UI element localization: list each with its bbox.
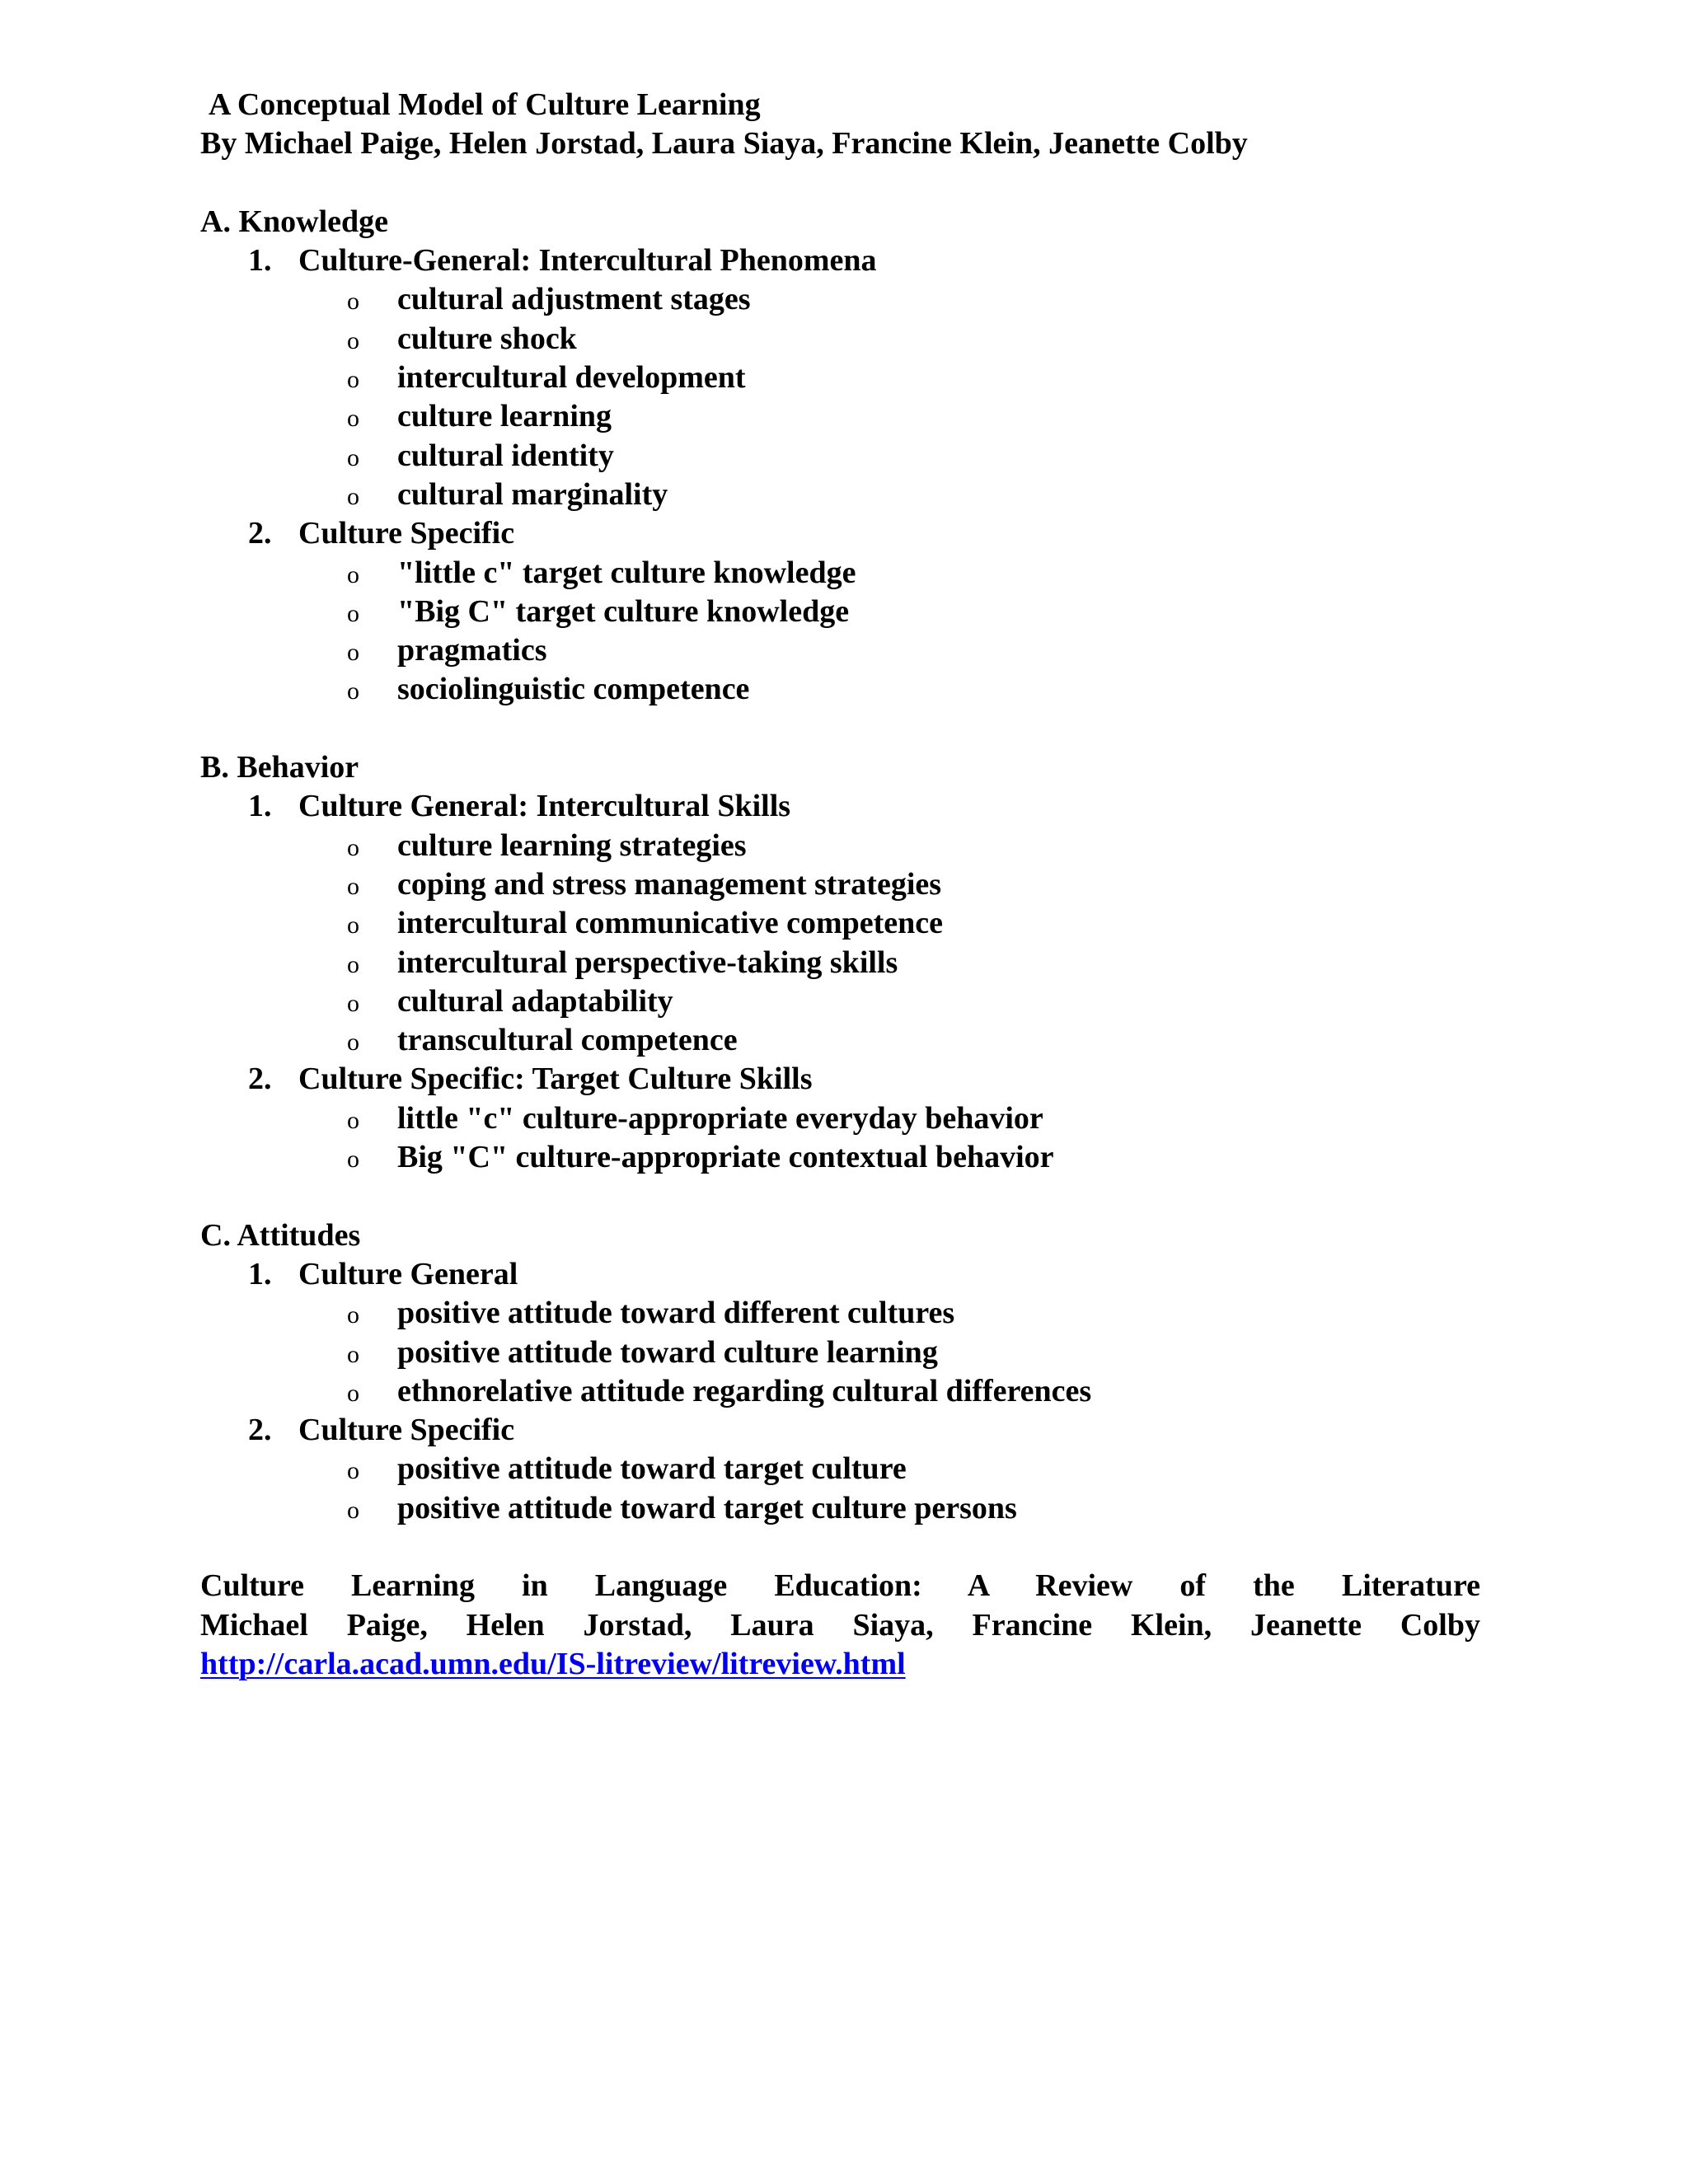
bullet-icon: o [347,288,359,316]
bullet-icon: o [347,1029,359,1057]
bullet-icon: o [347,366,359,394]
bullet-icon: o [347,677,359,705]
reference-authors: Michael Paige, Helen Jorstad, Laura Siaya, Francine Klein, Jeanette Colby [200,1607,1480,1643]
bullet-icon: o [347,950,359,978]
list-item: o positive attitude toward different cultures [200,1294,1478,1333]
list-item: o little "c" culture-appropriate everyday behavior [200,1099,1478,1138]
list-item: o cultural marginality [200,476,1478,514]
list-number: 2. [248,1413,272,1448]
bullet-icon: o [347,599,359,627]
bullet-icon: o [347,482,359,510]
list-number: 1. [248,789,272,824]
subsection-heading [200,514,1478,553]
reference-title: Culture Learning in Language Education: A Review of the Literature [200,1568,1480,1604]
bullet-icon: o [347,326,359,354]
document-authors: By Michael Paige, Helen Jorstad, Laura Siaya, Francine Klein, Jeanette Colby [200,126,1248,162]
bullet-icon: o [347,405,359,433]
list-item: o intercultural communicative competence [200,904,1478,943]
list-item: o culture learning [200,397,1478,436]
bullet-icon: o [347,1340,359,1368]
list-item: o intercultural development [200,359,1478,397]
list-number: 2. [248,516,272,551]
list-item: o culture shock [200,320,1478,359]
list-number: 2. [248,1062,272,1097]
list-item: o "Big C" target culture knowledge [200,593,1478,631]
bullet-icon: o [347,1379,359,1407]
bullet-icon: o [347,1496,359,1524]
list-item: o cultural adjustment stages [200,280,1478,319]
subsection-heading [200,1255,1478,1294]
document-body [200,86,1478,1684]
list-item: o cultural adaptability [200,982,1478,1021]
subsection-heading [200,1060,1478,1099]
list-item: o Big "C" culture-appropriate contextual behavior [200,1138,1478,1177]
subsection-heading [200,1411,1478,1450]
bullet-icon: o [347,1457,359,1485]
bullet-icon: o [347,639,359,667]
list-item: o pragmatics [200,631,1478,670]
subsection-label: Culture Specific [298,516,515,551]
subsection-heading [200,241,1478,280]
bullet-icon: o [347,1106,359,1134]
list-number: 1. [248,243,272,279]
spacer [200,1528,1478,1567]
spacer [200,1177,1478,1216]
subsection-label: Culture-General: Intercultural Phenomena [298,243,877,279]
reference-link[interactable]: http://carla.acad.umn.edu/IS-litreview/litreview.html [200,1646,906,1681]
spacer [200,164,1478,203]
bullet-icon: o [347,1301,359,1329]
spacer [200,710,1478,748]
list-number: 1. [248,1256,272,1291]
bullet-icon: o [347,560,359,588]
list-item: o culture learning strategies [200,827,1478,865]
list-item: o sociolinguistic competence [200,670,1478,709]
section-heading-behavior: B. Behavior [200,750,359,785]
list-item: o ethnorelative attitude regarding cultural differences [200,1372,1478,1411]
section-heading-attitudes: C. Attitudes [200,1217,361,1253]
section-heading-knowledge: A. Knowledge [200,204,388,239]
bullet-icon: o [347,912,359,940]
subsection-label: Culture Specific [298,1413,515,1448]
bullet-icon: o [347,872,359,900]
subsection-label: Culture Specific: Target Culture Skills [298,1062,813,1097]
bullet-icon: o [347,443,359,471]
bullet-icon: o [347,833,359,861]
list-item: o positive attitude toward target culture persons [200,1489,1478,1528]
subsection-label: Culture General [298,1256,518,1291]
list-item: o coping and stress management strategies [200,865,1478,904]
list-item: o transcultural competence [200,1021,1478,1060]
subsection-heading [200,787,1478,826]
bullet-icon: o [347,989,359,1017]
document-title: A Conceptual Model of Culture Learning [209,87,761,122]
list-item: o cultural identity [200,437,1478,476]
subsection-label: Culture General: Intercultural Skills [298,789,791,824]
bullet-icon: o [347,1146,359,1174]
list-item: o "little c" target culture knowledge [200,554,1478,593]
list-item: o positive attitude toward culture learning [200,1333,1478,1372]
list-item: o positive attitude toward target culture [200,1450,1478,1488]
list-item: o intercultural perspective-taking skills [200,944,1478,982]
